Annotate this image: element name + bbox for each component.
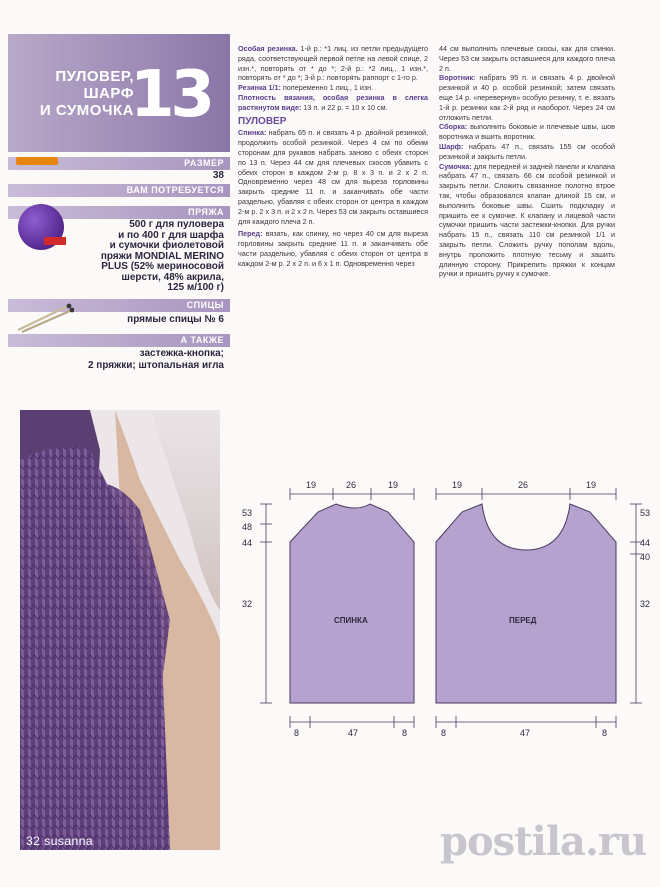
front-label: Перед: bbox=[238, 229, 263, 239]
assembly-paragraph bbox=[439, 122, 615, 142]
title-line-2: ШАРФ bbox=[83, 85, 134, 102]
left-height-53: 53 bbox=[242, 508, 253, 518]
left-height-48: 48 bbox=[242, 522, 253, 532]
page-footer bbox=[26, 834, 93, 848]
front-top-dim-1: 19 bbox=[452, 480, 463, 490]
scarf-paragraph bbox=[439, 142, 615, 162]
gauge-text: 13 п. и 22 р. = 10 х 10 см. bbox=[301, 102, 388, 112]
right-height-40: 40 bbox=[640, 552, 651, 562]
special-rib-label: Особая резинка. bbox=[238, 44, 298, 53]
front-bottom-dim-3: 8 bbox=[602, 728, 608, 738]
front-piece-label: ПЕРЕД bbox=[509, 616, 537, 625]
size-tag-icon bbox=[16, 157, 58, 165]
left-height-44: 44 bbox=[242, 538, 253, 548]
model-photo bbox=[20, 410, 220, 850]
title-line-1: ПУЛОВЕР, bbox=[55, 68, 134, 85]
collar-label: Воротник: bbox=[439, 73, 476, 83]
knitting-needles-icon bbox=[14, 300, 74, 334]
also-line-1: застежка-кнопка; bbox=[139, 348, 224, 359]
collar-text: набрать 95 п. и связать 4 р. двойной резинкой и 40 р. особой резинкой; затем связать еще 14 р. «перевернув» особую резинку, т. е. вязать 1-й р. резинки как 2-й ряд и наоборот. Через 24 см отложить петли. bbox=[439, 73, 615, 122]
front-top-dim-3: 19 bbox=[586, 480, 597, 490]
back-bottom-dim-3: 8 bbox=[402, 728, 408, 738]
rib-label: Резинка 1/1: bbox=[238, 83, 281, 93]
bag-label: Сумочка: bbox=[439, 161, 472, 171]
right-height-53: 53 bbox=[640, 508, 651, 518]
front-bottom-dim-2: 47 bbox=[520, 728, 531, 738]
front-piece-shape bbox=[436, 504, 616, 703]
rib-paragraph bbox=[238, 83, 428, 93]
back-label: Спинка: bbox=[238, 128, 267, 138]
need-section-bar: ВАМ ПОТРЕБУЕТСЯ bbox=[8, 184, 230, 197]
also-section-bar: А ТАКЖЕ bbox=[8, 334, 230, 347]
back-bottom-dim-2: 47 bbox=[348, 728, 359, 738]
yarn-line: и по 400 г для шарфа bbox=[118, 229, 224, 241]
back-top-dim-3: 19 bbox=[388, 480, 399, 490]
right-height-44: 44 bbox=[640, 538, 651, 548]
scarf-label: Шарф: bbox=[439, 141, 464, 151]
needles-value: прямые спицы № 6 bbox=[127, 314, 224, 325]
assembly-label: Сборка: bbox=[439, 122, 468, 132]
assembly-text: выполнить боковые и плечевые швы, шов воротника и вшить воротник. bbox=[439, 122, 615, 142]
back-piece-shape bbox=[290, 504, 414, 703]
section-heading: ПУЛОВЕР bbox=[238, 115, 287, 127]
right-height-32: 32 bbox=[640, 599, 651, 609]
size-value: 38 bbox=[212, 170, 224, 181]
garment-schematic bbox=[236, 470, 656, 745]
front-text: вязать, как спинку, но через 40 см для выреза горловины закрыть средние 11 п. и заканчивать обе части раздельно, убавляя с обеих сторон от центра в каждом 2-м р. 2 х 2 п. и 6 х 1 п. Одновременно через bbox=[238, 229, 428, 268]
front-top-dim-2: 26 bbox=[518, 480, 529, 490]
yarn-section-bar: ПРЯЖА bbox=[8, 206, 230, 219]
yarn-line: 500 г для пуловера bbox=[129, 219, 224, 230]
back-text: набрать 65 п. и связать 4 р. двойной резинкой, продолжить особой резинкой. Через 4 см по обеим сторонам для рукавов набрать заново с обеих сторон по 13 п. Через 44 см для плечевых скосов убавить с обеих сторон в каждом 2-м р. 8 х 3 п. и 2 х 2 п. Одновременно через 48 см для выреза горловины закрыть средние 11 п. и заканчивать обе части раздельно, убавляя с обеих сторон от центра в каждом 2-м р. 2 х 3 п. и 2 х 2 п. Через 53 см закрыть оставшиеся для каждого плеча 2 п. bbox=[238, 128, 428, 226]
size-section-bar: РАЗМЕР bbox=[8, 157, 230, 170]
front-bottom-dim-1: 8 bbox=[441, 728, 447, 738]
left-height-32: 32 bbox=[242, 599, 253, 609]
special-rib-paragraph bbox=[238, 44, 428, 83]
back-top-dim-2: 26 bbox=[346, 480, 357, 490]
yarn-line: и сумочки фиолетовой bbox=[109, 240, 224, 251]
bag-text: для передней и задней панели и клапана набрать 47 п., связать 66 см особой резинкой и закрыть петли. Сложить связанное полотно втрое так, чтобы образовался клапан длиной 15 см, и выполнить боковые швы. Сшить подкладку и пришить ее к сумочке. К клапану и лицевой части сумочки пришить части застежки-кнопки. Для ручки набрать 15 п., связать 110 см резинкой 1/1 и закрыть петли. Сложить ручку пополам вдоль, внутрь проложить плотную тесьму и зашить длинную сторону. Прикрепить пряжки к концам ручки и пришить ручку к сумочке. bbox=[439, 161, 615, 279]
watermark-logo: postila.ru bbox=[440, 818, 647, 865]
magazine-name: susanna bbox=[44, 834, 94, 848]
pattern-number: 13 bbox=[130, 58, 212, 132]
gauge-label: Плотность вязания, особая резинка в слегка растянутом виде: bbox=[238, 92, 428, 112]
instructions-column-1 bbox=[238, 44, 428, 269]
page-number: 32 bbox=[26, 834, 41, 848]
back-bottom-dim-1: 8 bbox=[294, 728, 300, 738]
yarn-line: пряжи MONDIAL MERINO bbox=[100, 250, 224, 262]
yarn-line: шерсти, 48% акрила, bbox=[121, 271, 224, 283]
rib-text: попеременно 1 лиц., 1 изн. bbox=[280, 83, 374, 93]
also-line-2: 2 пряжки; штопальная игла bbox=[87, 360, 224, 371]
back-paragraph bbox=[238, 128, 428, 226]
knitted-scarf-illustration bbox=[20, 430, 220, 850]
needles-section-bar: СПИЦЫ bbox=[8, 299, 230, 312]
bag-paragraph bbox=[439, 162, 615, 280]
shoulder-paragraph: 44 см выполнить плечевые скосы, как для спинки. Через 53 см закрыть оставшиеся для каждого плеча 2 п. bbox=[439, 44, 615, 73]
title-line-3: И СУМОЧКА bbox=[39, 102, 134, 119]
special-rib-text: 1-й р.: *1 лиц. из петли предыдущего ряда, соответствующей первой петле на левой спице, 2 изн.*, повторять от * до *; 2-й р.: *2 лиц., 1 изн.*, повторять от * до *; 3-й р.: повторять раппорт с 1-го р. bbox=[238, 44, 428, 83]
back-piece-label: СПИНКА bbox=[334, 616, 368, 625]
collar-paragraph bbox=[439, 73, 615, 122]
yarn-line: PLUS (52% мериносовой bbox=[101, 261, 224, 272]
back-top-dim-1: 19 bbox=[306, 480, 317, 490]
gauge-paragraph bbox=[238, 93, 428, 113]
yarn-label-icon bbox=[44, 237, 66, 245]
front-paragraph bbox=[238, 229, 428, 268]
instructions-column-2 bbox=[439, 44, 615, 279]
yarn-line: 125 м/100 г) bbox=[167, 282, 224, 293]
scarf-text: набрать 47 п., связать 155 см особой резинкой и закрыть петли. bbox=[439, 141, 615, 161]
